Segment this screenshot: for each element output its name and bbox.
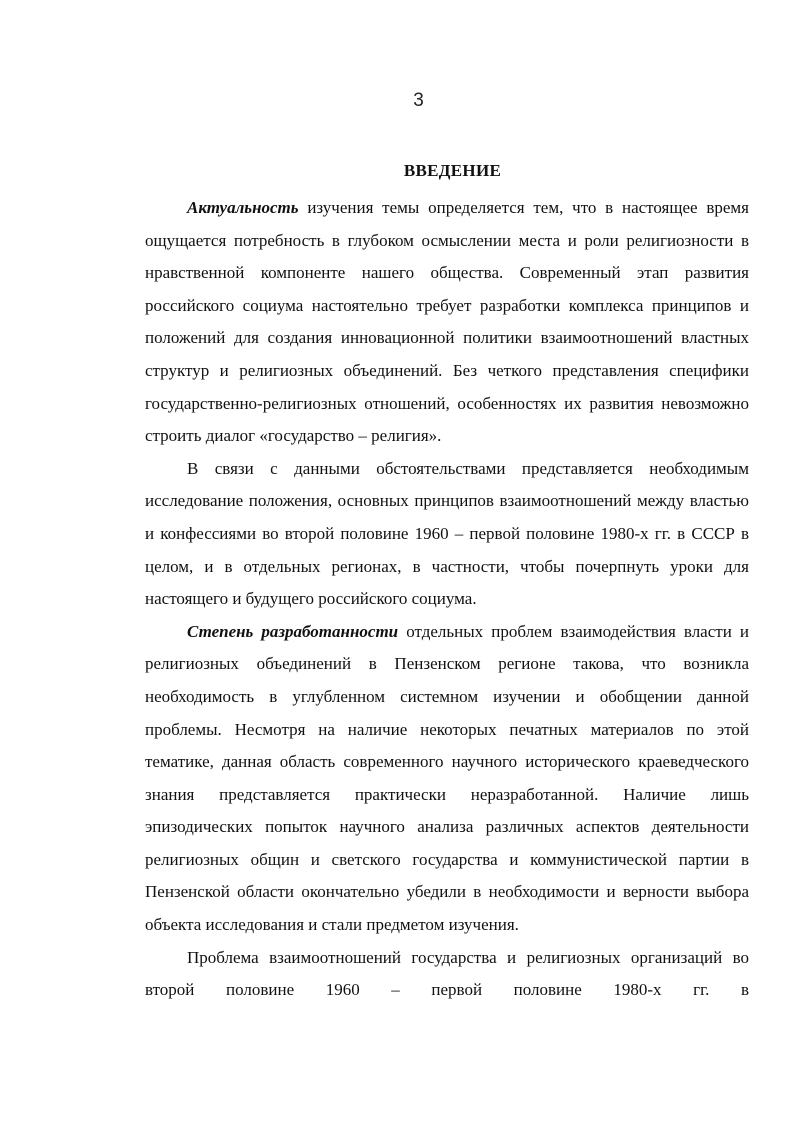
- paragraph-problem: [145, 942, 749, 1007]
- paragraph-degree: [145, 616, 749, 942]
- paragraph-text-relevance: изучения темы определяется тем, что в настоящее время ощущается потребность в глубоком осмыслении места и роли религиозности в нравственной компоненте нашего общества. Современный этап развития российского социума настоятельно требует разработки комплекса принципов и положений для создания инновационной политики взаимоотношений властных структур и религиозных объединений. Без четкого представления специфики государственно-религиозных отношений, особенностях их развития невозможно строить диалог «государство – религия».: [145, 198, 749, 446]
- section-heading: ВВЕДЕНИЕ: [403, 161, 502, 180]
- paragraph-circumstances: [145, 453, 749, 616]
- paragraph-text-problem: Проблема взаимоотношений государства и религиозных организаций во второй половине 1960 – первой половине 1980-х гг. в: [145, 947, 749, 1000]
- paragraph-text-degree: отдельных проблем взаимодействия власти и религиозных объединений в Пензенском регионе такова, что возникла необходимость в углубленном системном изучении и обобщении данной проблемы. Несмотря на наличие некоторых печатных материалов по этой тематике, данная область современного научного исторического краеведческого знания представляется практически неразработанной. Наличие лишь эпизодических попыток научного анализа различных аспектов деятельности религиозных общин и светского государства и коммунистической партии в Пензенской области окончательно убедили в необходимости и верности выбора объекта исследования и стали предметом изучения.: [145, 621, 749, 935]
- body-text: [145, 192, 749, 1007]
- page-number: 3: [413, 90, 424, 111]
- paragraph-text-circumstances: В связи с данными обстоятельствами представляется необходимым исследование положения, основных принципов взаимоотношений между властью и конфессиями во второй половине 1960 – первой половине 1980-х гг. в СССР в целом, и в отдельных регионах, в частности, чтобы почерпнуть уроки для настоящего и будущего российского социума.: [145, 458, 749, 609]
- paragraph-relevance: [145, 192, 749, 453]
- paragraph-lead-relevance: Актуальность: [187, 198, 299, 217]
- paragraph-lead-degree: Степень разработанности: [187, 621, 399, 641]
